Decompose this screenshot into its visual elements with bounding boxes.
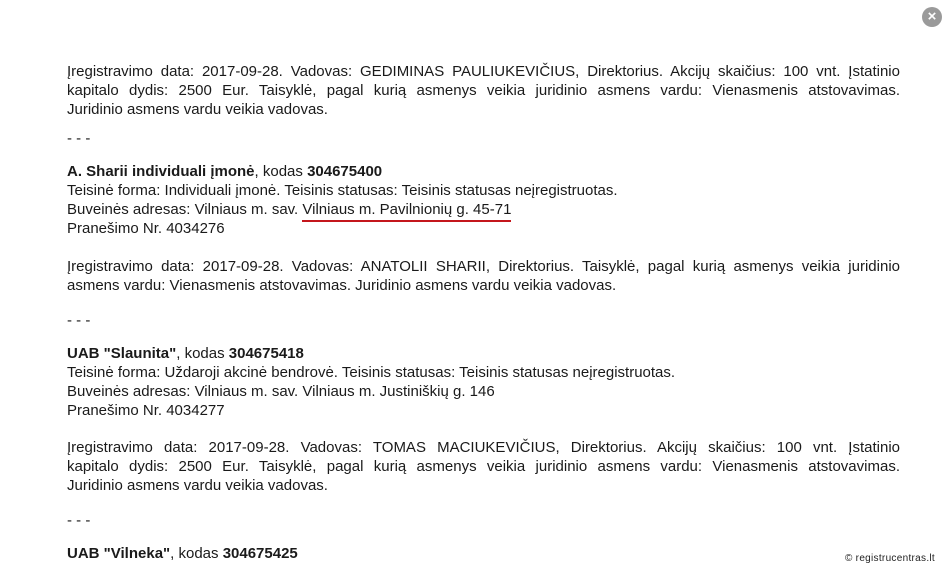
text-line: kapitalo dydis: 2500 Eur. Taisyklė, pagal kurią asmenys veikia juridinio asmens vardu: Vienasmenis atstovavimas.	[67, 82, 900, 99]
kodas-label: , kodas	[170, 545, 223, 562]
notice-number: Pranešimo Nr. 4034277	[67, 402, 225, 419]
close-button[interactable]	[922, 7, 942, 27]
text-line: Juridinio asmens vardu veikia vadovas.	[67, 477, 328, 494]
text-line: Įregistravimo data: 2017-09-28. Vadovas: TOMAS MACIUKEVIČIUS, Direktorius. Akcijų skaičius: 100 vnt. Įstatinio	[67, 439, 900, 456]
text-line: kapitalo dydis: 2500 Eur. Taisyklė, pagal kurią asmenys veikia juridinio asmens vardu: Vienasmenis atstovavimas.	[67, 458, 900, 475]
legal-form: Teisinė forma: Uždaroji akcinė bendrovė. Teisinis statusas: Teisinis statusas neįregistruotas.	[67, 364, 676, 381]
legal-form: Teisinė forma: Individuali įmonė. Teisinis statusas: Teisinis statusas neįregistruotas.	[67, 182, 618, 199]
company-entry-vilneka	[67, 544, 900, 563]
registration-paragraph-3	[67, 438, 900, 495]
registration-paragraph-2	[67, 257, 900, 295]
address-prefix: Buveinės adresas: Vilniaus m. sav.	[67, 201, 303, 218]
kodas-label: , kodas	[176, 345, 229, 362]
text-line: asmens vardu: Vienasmenis atstovavimas. Juridinio asmens vardu veikia vadovas.	[67, 277, 617, 294]
company-heading	[67, 544, 900, 563]
company-name: UAB "Vilneka"	[67, 545, 171, 562]
watermark: © registrucentras.lt	[844, 553, 935, 564]
close-icon: ×	[927, 8, 937, 25]
company-code: 304675400	[307, 163, 383, 180]
company-code: 304675418	[228, 345, 304, 362]
separator: - - -	[67, 312, 91, 329]
address-highlighted: Vilniaus m. Pavilnionių g. 45-71	[302, 201, 511, 222]
company-heading	[67, 344, 900, 363]
separator: - - -	[67, 130, 91, 147]
address: Buveinės adresas: Vilniaus m. sav. Vilniaus m. Justiniškių g. 146	[67, 383, 495, 400]
company-name: UAB "Slaunita"	[67, 345, 177, 362]
notice-number: Pranešimo Nr. 4034276	[67, 220, 225, 237]
text-line: Juridinio asmens vardu veikia vadovas.	[67, 101, 328, 118]
text-line: Įregistravimo data: 2017-09-28. Vadovas: GEDIMINAS PAULIUKEVIČIUS, Direktorius. Akcijų skaičius: 100 vnt. Įstatinio	[67, 63, 900, 80]
company-heading	[67, 162, 900, 181]
company-name: A. Sharii individuali įmonė	[67, 163, 255, 180]
separator: - - -	[67, 512, 91, 529]
company-code: 304675425	[222, 545, 298, 562]
text-line: Įregistravimo data: 2017-09-28. Vadovas: ANATOLII SHARII, Direktorius. Taisyklė, pagal kurią asmenys veikia juridinio	[67, 258, 900, 275]
address	[67, 200, 900, 219]
company-entry-sharii	[67, 162, 900, 238]
kodas-label: , kodas	[254, 163, 308, 180]
registration-paragraph-1	[67, 62, 900, 119]
company-entry-slaunita	[67, 344, 900, 420]
